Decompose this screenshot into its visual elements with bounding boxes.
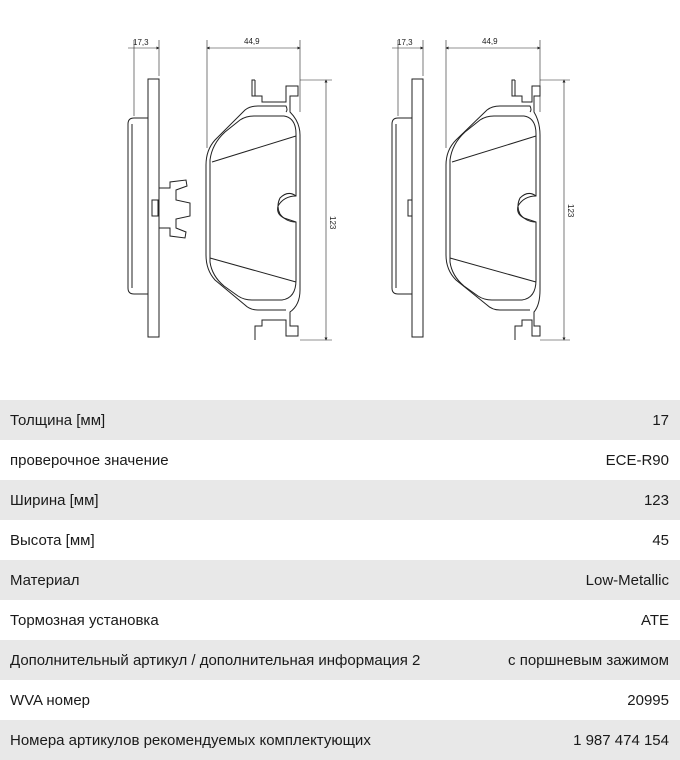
left-thickness-dim: 17,3 (133, 38, 149, 47)
left-pad-side-view (128, 40, 190, 337)
spec-value: 17 (652, 411, 669, 429)
spec-row (0, 520, 680, 560)
spec-label: WVA номер (10, 691, 91, 709)
spec-value: ATE (640, 611, 669, 629)
spec-value: 1 987 474 154 (573, 731, 669, 749)
left-height-dim: 123 (328, 216, 337, 230)
spec-row (0, 600, 680, 640)
right-height-dim: 123 (566, 204, 575, 218)
spec-row (0, 720, 680, 760)
spec-label: Тормозная установка (10, 611, 159, 629)
spec-row (0, 440, 680, 480)
left-pad-front-view (206, 40, 332, 340)
spec-table (0, 400, 680, 760)
right-width-dim: 44,9 (482, 37, 498, 46)
spec-row (0, 480, 680, 520)
spec-label: Толщина [мм] (10, 411, 106, 429)
spec-row (0, 400, 680, 440)
spec-value: 45 (652, 531, 669, 549)
spec-label: Номера артикулов рекомендуемых комплектующих (10, 731, 371, 749)
spec-value: Low-Metallic (585, 571, 669, 589)
spec-label: проверочное значение (10, 451, 169, 469)
spec-row (0, 640, 680, 680)
spec-value: 123 (643, 491, 669, 509)
spec-label: Дополнительный артикул / дополнительная информация 2 (10, 651, 421, 669)
right-pad-side-view (392, 40, 423, 337)
spec-label: Ширина [мм] (10, 491, 99, 509)
spec-value: с поршневым зажимом (508, 651, 669, 669)
spec-value: ECE-R90 (605, 451, 669, 469)
spec-label: Высота [мм] (10, 531, 95, 549)
left-width-dim: 44,9 (244, 37, 260, 46)
spec-row (0, 680, 680, 720)
spec-label: Материал (10, 571, 80, 589)
right-thickness-dim: 17,3 (397, 38, 413, 47)
spec-row (0, 560, 680, 600)
spec-value: 20995 (627, 691, 669, 709)
right-pad-front-view (446, 40, 570, 340)
